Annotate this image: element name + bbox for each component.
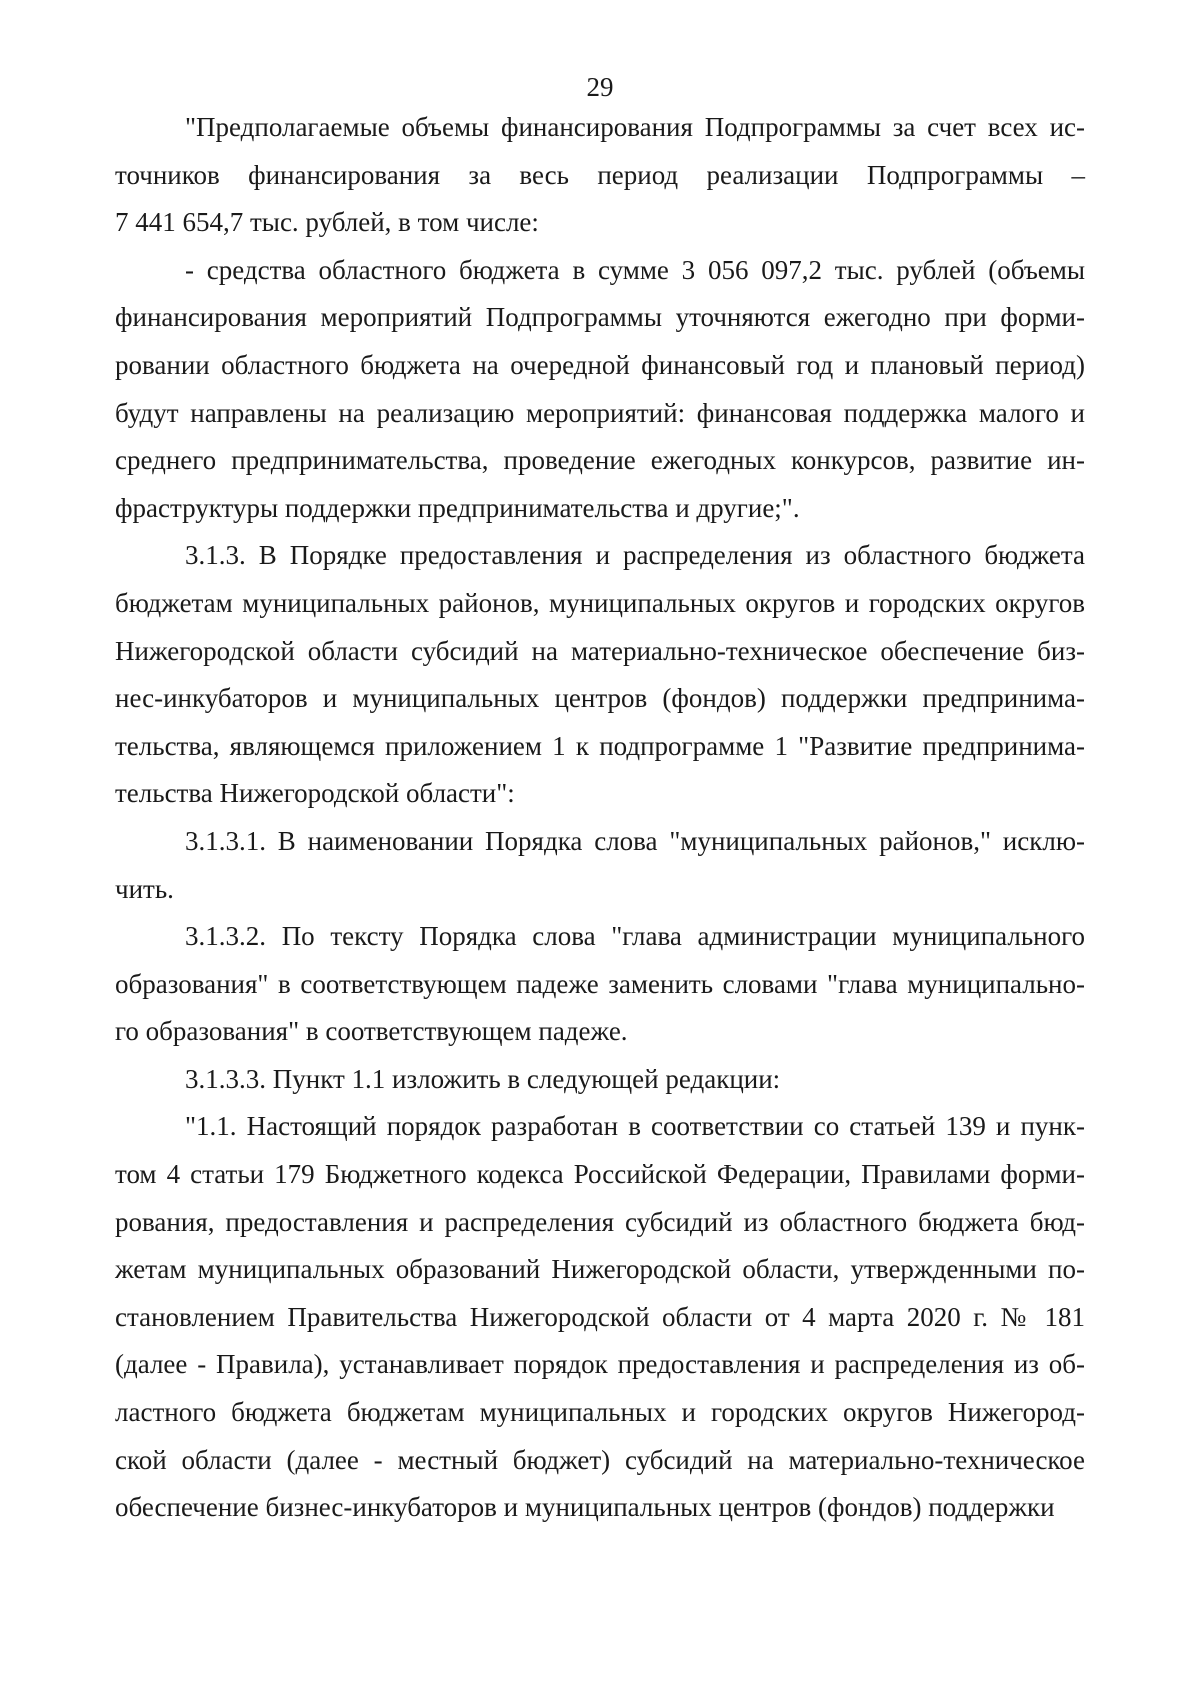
text-line: будут направлены на реализацию мероприятий: финансовая поддержка малого и xyxy=(115,397,1085,428)
document-body xyxy=(115,104,1085,1532)
page-number: 29 xyxy=(586,72,614,102)
text-line: го образования" в соответствующем падеже. xyxy=(115,1016,628,1047)
text-line: жетам муниципальных образований Нижегородской области, утвержденными по- xyxy=(115,1254,1085,1285)
paragraph xyxy=(115,247,1085,533)
text-line: обеспечение бизнес-инкубаторов и муниципальных центров (фондов) поддержки xyxy=(115,1492,1055,1523)
text-line: рования, предоставления и распределения субсидий из областного бюджета бюд- xyxy=(115,1206,1085,1237)
text-line: нес-инкубаторов и муниципальных центров (фондов) поддержки предпринима- xyxy=(115,683,1085,714)
text-line: ровании областного бюджета на очередной финансовый год и плановый период) xyxy=(115,349,1085,380)
text-line: - средства областного бюджета в сумме 3 056 097,2 тыс. рублей (объемы xyxy=(185,254,1085,285)
paragraph xyxy=(115,104,1085,247)
text-line: точников финансирования за весь период реализации Подпрограммы – xyxy=(115,159,1085,190)
text-line: чить. xyxy=(115,873,174,904)
text-line: 7 441 654,7 тыс. рублей, в том числе: xyxy=(115,207,539,238)
text-line: 3.1.3.2. По тексту Порядка слова "глава администрации муниципального xyxy=(185,921,1085,952)
text-line: "Предполагаемые объемы финансирования Подпрограммы за счет всех ис- xyxy=(185,112,1085,142)
text-line: тельства, являющемся приложением 1 к подпрограмме 1 "Развитие предпринима- xyxy=(115,730,1085,761)
text-line: ластного бюджета бюджетам муниципальных и городских округов Нижегород- xyxy=(115,1397,1085,1428)
paragraph xyxy=(115,913,1085,1056)
text-line: 3.1.3.3. Пункт 1.1 изложить в следующей редакции: xyxy=(185,1063,781,1094)
text-line: фраструктуры поддержки предпринимательства и другие;". xyxy=(115,492,800,523)
text-line: бюджетам муниципальных районов, муниципальных округов и городских округов xyxy=(115,587,1085,618)
text-line: 3.1.3.1. В наименовании Порядка слова "муниципальных районов," исклю- xyxy=(185,825,1085,856)
text-line: "1.1. Настоящий порядок разработан в соответствии со статьей 139 и пунк- xyxy=(185,1111,1085,1142)
text-line: образования" в соответствующем падеже заменить словами "глава муниципально- xyxy=(115,968,1085,999)
text-line: становлением Правительства Нижегородской области от 4 марта 2020 г. № 181 xyxy=(115,1301,1085,1332)
paragraph xyxy=(115,1056,1085,1104)
text-line: финансирования мероприятий Подпрограммы уточняются ежегодно при форми- xyxy=(115,302,1085,333)
text-line: Нижегородской области субсидий на материально-техническое обеспечение биз- xyxy=(115,635,1085,666)
text-line: том 4 статьи 179 Бюджетного кодекса Российской Федерации, Правилами форми- xyxy=(115,1159,1085,1190)
paragraph xyxy=(115,532,1085,818)
text-line: тельства Нижегородской области": xyxy=(115,778,515,809)
paragraph xyxy=(115,818,1085,913)
text-line: среднего предпринимательства, проведение ежегодных конкурсов, развитие ин- xyxy=(115,445,1085,476)
paragraph xyxy=(115,1103,1085,1531)
text-line: 3.1.3. В Порядке предоставления и распределения из областного бюджета xyxy=(185,540,1085,571)
text-line: (далее - Правила), устанавливает порядок предоставления и распределения из об- xyxy=(115,1349,1085,1380)
text-line: ской области (далее - местный бюджет) субсидий на материально-техническое xyxy=(115,1444,1085,1475)
